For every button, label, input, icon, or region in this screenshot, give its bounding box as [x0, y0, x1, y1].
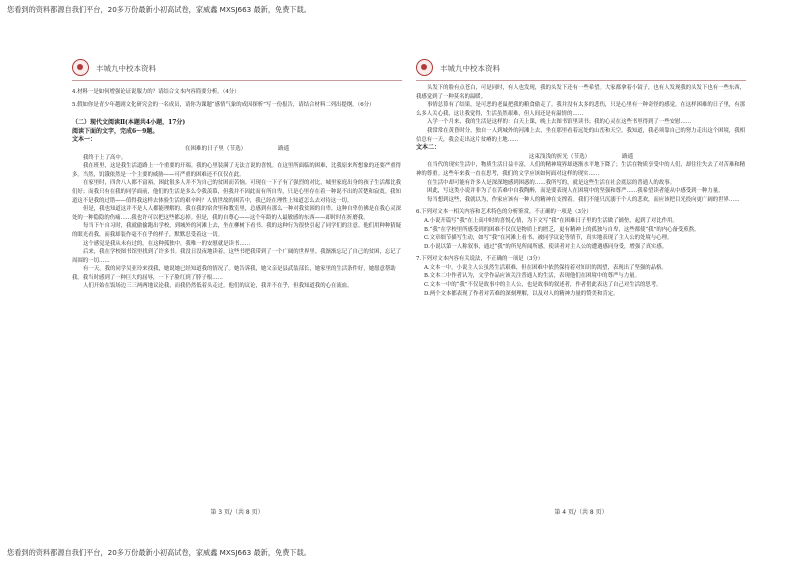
page-header [416, 58, 746, 81]
top-banner: 您看到的资料都源自我们平台，20多万份最新小初高试卷，家威鑫 MXSJ663 最新，免费下载。 [7, 5, 311, 14]
paragraph: 在当代的现实生活中，物质生活日益丰富，人们的精神境界却逐渐水平地下降了；生活在物质享受中的人们，却往往失去了对苦难和精神的尊重。这些年来我一直在思考，我们的文学应该如何面对这样的现实…… [416, 162, 746, 177]
paragraph: 我在班里，这是我生活道路上一个重要的开端。我的心里装满了无法言说的喜悦。在这里所面临的困难，比我原来所想象的还要严重得多。当然，饥饿依然是一个主要的威胁——可严重的困难还不仅仅在此。 [72, 163, 402, 178]
paragraph: 这个感觉是我从未有过的。在这种孤独中，我唯一的安慰就是读书…… [83, 240, 251, 247]
right-page [416, 58, 746, 518]
text-two-label: 文本二： [416, 144, 441, 152]
paragraph: 困此，写这类小说并非为了在苦难中自我陶醉，而是要表现人在困境中的坚强和尊严……我希望读者能从中感受到一种力量。 [427, 188, 724, 195]
page-number: 第 3 页/（共 8 页） [210, 509, 264, 516]
question-7: 7.下列对文本内容有关说法，不正确的一项是（3分） [416, 256, 544, 263]
school-logo-icon [72, 59, 89, 76]
left-page-content [72, 84, 402, 496]
school-name: 丰城九中校本资料 [96, 64, 156, 73]
question-5: 5.假如你是青少年越剧文化研究会的一名成员，请你为课题“感情气象的成因探析”写一份报告，请结合材料二列出提纲。（6分） [72, 101, 375, 108]
paragraph: 但是，我也知道这并不是人人都能理解的。我在我的宿舍里和教室里，总感到有那么一种对我贫困的自卑。这种自卑仿佛是在我心灵深处的一种隐隐的伤痛……我也许可以把这些都忘掉。但是，我的自尊心——这个年龄的人最敏感的东西——却时时在折磨我。 [72, 206, 402, 221]
question-7-option: C.文本一中的“我”不仅是故事中的主人公，也是故事的叙述者，作者借此表达了自己对生活的思考。 [424, 282, 662, 289]
paragraph: 在生活中却可能有许多人是深深地感到困惑的……我所写的，就是这些生活在社会底层的普通人的故事。 [427, 179, 675, 186]
page-number: 第 4 页/（共 8 页） [554, 509, 608, 516]
school-logo-icon [416, 59, 433, 76]
page-header [72, 58, 402, 81]
school-name: 丰城九中校本资料 [440, 64, 500, 73]
question-6-option: A.小说开篇写“我”在上高中时的喜悦心情，为下文写“我”在困难日子里的生活做了铺垫，起到了对比作用。 [424, 217, 678, 224]
left-page [72, 58, 402, 518]
paragraph: 在家里时，四舍八人都不富裕，困此很多人并不为自己的贫困而苦恼。可现在一下子有了强烈的对比，城里家庭出身的孩子生活都比我们好；而我只有在我的同学面前，他们的生活是多么令我羡慕，但我并不因此而有所自卑，只是心里存在着一种说不出的苦楚和寂寞。我知道这不是我的过错——值得我这样去体验生活的艰辛吗？人情世故的困苦中，我已经在理性上知道怎么去对待这一切。 [72, 180, 402, 204]
question-7-option: B.文本二中作者认为，文学作品应该关注普通人的生活，表现他们在困境中的尊严与力量。 [424, 273, 640, 280]
question-6: 6.下列对文本一相关内容和艺术特色的分析鉴赏，不正确的一项是（3分） [416, 209, 592, 216]
paragraph: 后来，我在学校图书馆里找到了许多书。我没日没夜地读着，这些书把我带到了一个广阔的世界里。我渐渐忘记了自己的贫困，忘记了周围的一切…… [72, 249, 402, 264]
question-7-option: D.两个文本都表现了作者对苦难的深刻理解，以及对人的精神力量的赞美和肯定。 [424, 290, 619, 297]
passage-author: 路遥 [278, 145, 290, 152]
question-7-option: A.文本一中，小说主人公虽然生活艰难，但在困难中依然保持着对知识的渴望，表现出了坚强的品格。 [424, 264, 667, 271]
paragraph: 人们开始在饭场边三三两两地议论我，而我仍然低着头走过。他们的议论，我并不在乎，但我知道我的心在流血。 [83, 283, 353, 290]
paragraph: 头发下的脸有点苍白，可是同时，有人也发现，我的头发下还有一些希望。大家都拿着小镜子，也有人发现我的头发下也有一些东西，我感觉到了一种莫名的温暖。 [416, 85, 746, 100]
reading-instruction: 阅读下面的文字，完成6～9题。 [72, 127, 159, 135]
question-6-option: B.“我”在学校里所感受到的困难不仅仅是物质上的匮乏，更有精神上的孤独与自卑，这些都使“我”的内心备受煎熬。 [424, 226, 700, 233]
paragraph: 事情总算有了结果，是可恶的老鼠把我的粮食偷走了。我并没有太多的悲伤，只是心里有一种奇怪的感觉。在这样困难的日子里，有那么多人关心我，这让我觉得，生活虽然艰难，但人间还是有温情的…… [416, 102, 746, 117]
passage-title: 这束浅浅的折光（节选） [528, 153, 591, 160]
passage-title-line [72, 145, 402, 154]
paragraph: 每当下午自习时，我就偷偷跑出学校，到城外的河滩上去，坐在柳树下看书。我的这种行为很快引起了同学们的注意。他们用种种猜疑的眼光看我，而我却装作毫不在乎的样子，默默忍受着这一切。 [72, 223, 402, 238]
paragraph: 有一天，我的同学吴亚玲来找我，她说她已经知道我的情况了。她告诉我，她父亲是县武装部长，她家里的生活条件好，她愿意帮助我。我当时感到了一种巨大的屈辱，一下子脸红到了脖子根…… [72, 266, 396, 281]
passage-author: 路遥 [622, 153, 634, 160]
paragraph: 我常常在黄昏时分，独自一人到城外的河滩上去，坐在那里看着远处的山峦和天空。我知道，我必须靠自己的努力走出这个困境，我相信总有一天，我会走出这片贫瘠的土地…… [416, 127, 746, 143]
passage-title: 在困难的日子里（节选） [184, 145, 247, 152]
question-4: 4.材料一是如何增强论证说服力的？请结合文本内容简要分析。（4分） [72, 89, 240, 95]
right-page-content [416, 84, 746, 496]
text-one-label: 文本一： [72, 136, 97, 144]
question-6-option: C.文章细节描写生动，如写“我”在河滩上看书、被同学议论等情节，真实地表现了主人公的处境与心理。 [424, 235, 673, 242]
paragraph: 我终于上了高中。 [83, 154, 127, 161]
section-title: （二）现代文阅读Ⅱ(本题共4小题，17分) [72, 119, 186, 127]
passage-title-line [416, 153, 746, 162]
paragraph: 入学一个月来，我的生活是这样的：白天上课，晚上去图书馆里读书；我的心灵在这些书里得到了一些安慰…… [427, 119, 692, 126]
paragraph: 每当想到这些，我就以为，作家应该有一种人的精神在支撑着。我们不能只沉溺于个人的悲欢，而应该把目光投向更广阔的世界…… [427, 196, 740, 203]
bottom-banner: 您看到的资料都源自我们平台，20多万份最新小初高试卷，家威鑫 MXSJ663 最新，免费下载。 [7, 548, 311, 557]
question-6-option: D.小说以第一人称叙事，通过“我”的所见所闻所感，使读者对主人公的遭遇感同身受，增强了真实感。 [424, 243, 668, 250]
